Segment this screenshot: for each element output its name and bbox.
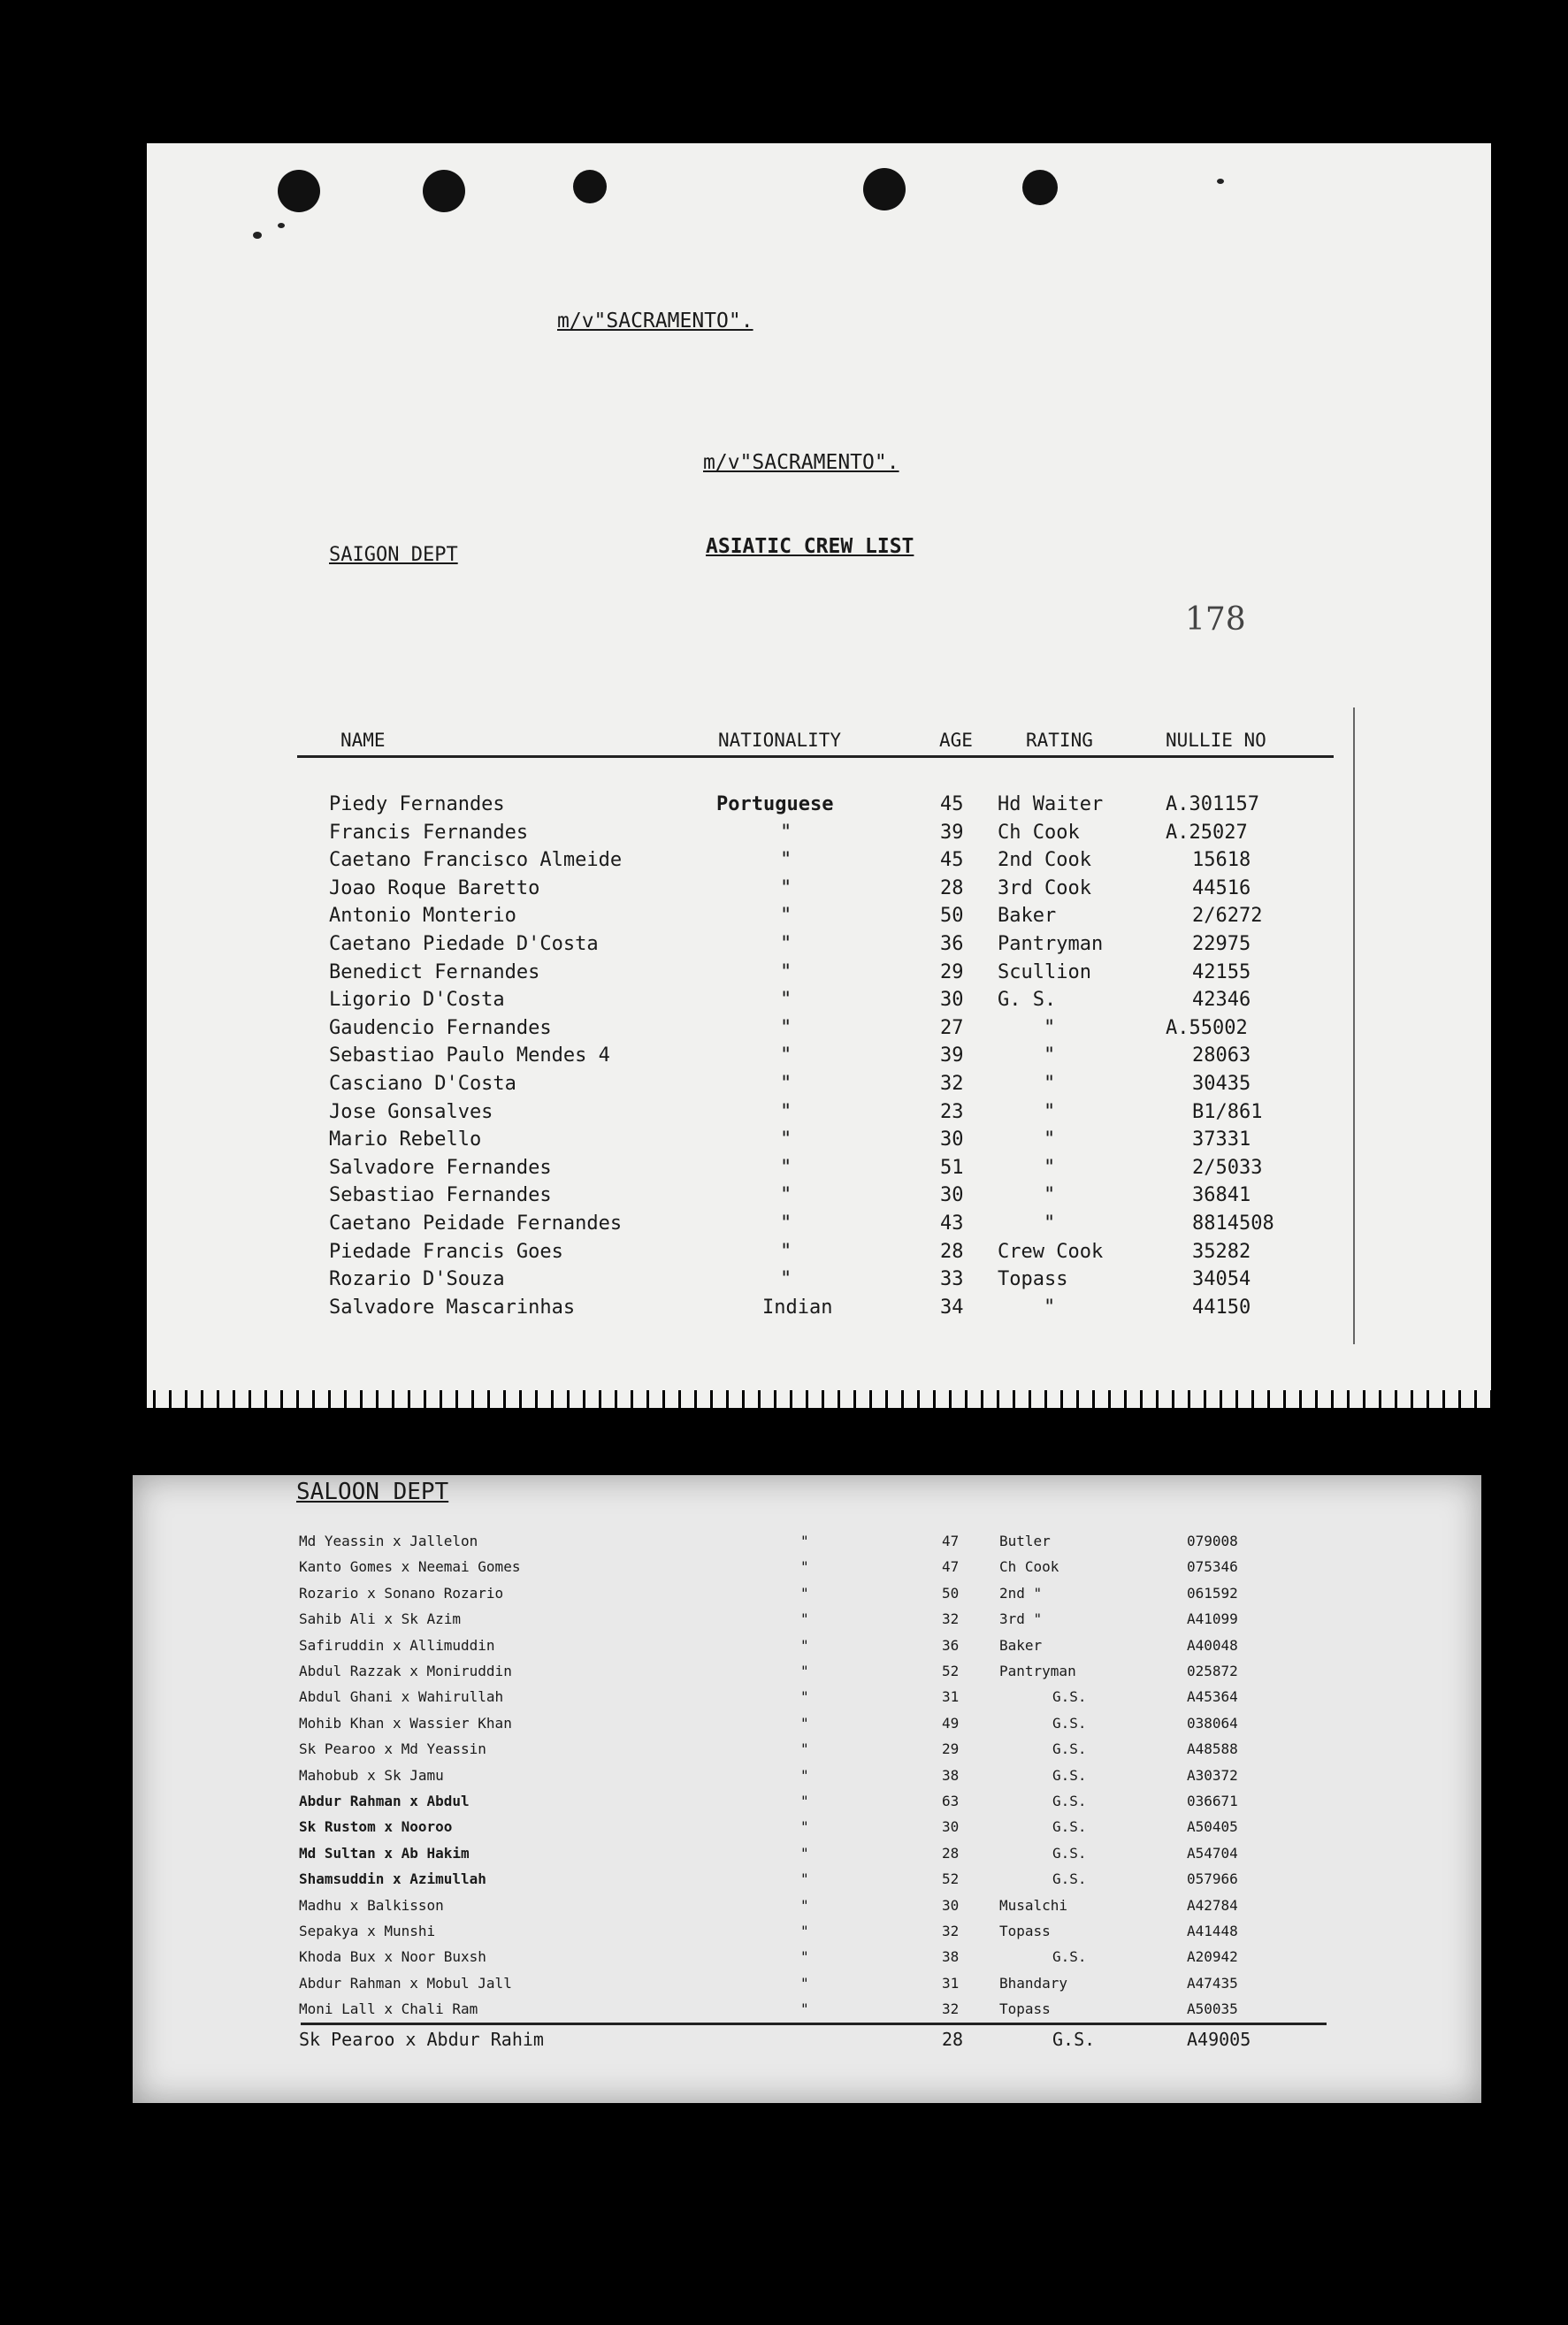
slip-cell-age: 50 <box>942 1584 960 1602</box>
slip-cell-ditto: " <box>800 1663 809 1679</box>
cell-name: Jose Gonsalves <box>329 1100 493 1123</box>
cell-number: 35282 <box>1192 1240 1251 1263</box>
cell-rating: " <box>1044 1044 1056 1067</box>
cell-age: 36 <box>940 933 964 955</box>
cell-name: Gaudencio Fernandes <box>329 1016 552 1039</box>
slip-cell-ditto: " <box>800 1636 809 1654</box>
slip-cell-number: A20942 <box>1187 1948 1238 1966</box>
slip-cell-age: 28 <box>942 2028 964 2050</box>
slip-cell-number: 061592 <box>1187 1584 1238 1602</box>
cell-age: 30 <box>940 989 964 1012</box>
header-name: NAME <box>340 730 386 751</box>
slip-cell-number: A45364 <box>1187 1688 1238 1706</box>
slip-cell-rating: Bhandary <box>999 1974 1068 1992</box>
slip-cell-age: 31 <box>942 1974 960 1992</box>
torn-edge <box>147 1390 1491 1408</box>
cell-name: Joao Roque Baretto <box>329 876 540 899</box>
ink-speck <box>1217 179 1224 184</box>
slip-cell-age: 29 <box>942 1740 960 1758</box>
slip-cell-rating: G.S. <box>1052 1714 1087 1732</box>
punch-hole <box>573 170 607 203</box>
cell-number: 28063 <box>1192 1044 1251 1067</box>
cell-rating: Ch Cook <box>998 821 1080 844</box>
slip-cell-rating: G.S. <box>1052 1766 1087 1784</box>
cell-nationality: " <box>780 876 792 899</box>
cell-age: 23 <box>940 1100 964 1123</box>
cell-number: 36841 <box>1192 1184 1251 1207</box>
cell-number: 42346 <box>1192 989 1251 1012</box>
cell-name: Antonio Monterio <box>329 905 516 928</box>
slip-cell-number: A30372 <box>1187 1766 1238 1784</box>
slip-cell-name: Mahobub x Sk Jamu <box>299 1766 444 1784</box>
cell-rating: 3rd Cook <box>998 876 1091 899</box>
cell-rating: " <box>1044 1212 1056 1235</box>
cell-rating: " <box>1044 1296 1056 1319</box>
slip-cell-name: Sk Pearoo x Md Yeassin <box>299 1740 486 1758</box>
slip-cell-rating: G.S. <box>1052 1818 1087 1836</box>
cell-name: Sebastiao Fernandes <box>329 1184 552 1207</box>
cell-name: Mario Rebello <box>329 1128 482 1151</box>
slip-cell-age: 32 <box>942 1610 960 1628</box>
cell-age: 50 <box>940 905 964 928</box>
cell-number: 44516 <box>1192 876 1251 899</box>
slip-cell-number: 025872 <box>1187 1663 1238 1679</box>
cell-nationality: " <box>780 1044 792 1067</box>
slip-cell-name: Shamsuddin x Azimullah <box>299 1870 486 1888</box>
slip-cell-rating: G.S. <box>1052 1793 1087 1809</box>
slip-cell-number: A54704 <box>1187 1844 1238 1862</box>
cell-age: 30 <box>940 1184 964 1207</box>
slip-cell-number: A40048 <box>1187 1636 1238 1654</box>
cell-number: 37331 <box>1192 1128 1251 1151</box>
slip-cell-ditto: " <box>800 1818 809 1836</box>
cell-rating: " <box>1044 1156 1056 1179</box>
cell-rating: " <box>1044 1184 1056 1207</box>
cell-rating: Baker <box>998 905 1057 928</box>
slip-cell-ditto: " <box>800 1584 809 1602</box>
slip-cell-number: A41099 <box>1187 1610 1238 1628</box>
cell-number: A.301157 <box>1166 793 1259 815</box>
slip-cell-name: Moni Lall x Chali Ram <box>299 2000 478 2018</box>
cell-age: 27 <box>940 1016 964 1039</box>
slip-cell-ditto: " <box>800 1974 809 1992</box>
cell-nationality: " <box>780 960 792 983</box>
cell-nationality: " <box>780 1100 792 1123</box>
cell-nationality: " <box>780 1212 792 1235</box>
slip-cell-age: 30 <box>942 1818 960 1836</box>
ink-speck <box>253 232 262 239</box>
strike-through-line <box>301 2023 1327 2025</box>
slip-cell-name: Abdul Ghani x Wahirullah <box>299 1688 504 1706</box>
slip-cell-name: Md Yeassin x Jallelon <box>299 1533 478 1549</box>
header-age: AGE <box>939 730 973 751</box>
slip-cell-number: 038064 <box>1187 1714 1238 1732</box>
slip-cell-number: A49005 <box>1187 2028 1251 2050</box>
cell-age: 30 <box>940 1128 964 1151</box>
cell-nationality: " <box>780 905 792 928</box>
slip-cell-rating: G.S. <box>1052 1870 1087 1888</box>
cell-number: A.55002 <box>1166 1016 1248 1039</box>
slip-cell-name: Kanto Gomes x Neemai Gomes <box>299 1558 521 1576</box>
slip-cell-name: Abdul Razzak x Moniruddin <box>299 1663 512 1679</box>
slip-cell-ditto: " <box>800 1948 809 1966</box>
slip-cell-rating: G.S. <box>1052 1688 1087 1706</box>
cell-rating: " <box>1044 1073 1056 1095</box>
cell-nationality: " <box>780 1016 792 1039</box>
slip-cell-number: A41448 <box>1187 1923 1238 1939</box>
cell-rating: Topass <box>998 1268 1068 1291</box>
slip-cell-ditto: " <box>800 1766 809 1784</box>
cell-nationality: " <box>780 1184 792 1207</box>
slip-cell-number: 079008 <box>1187 1533 1238 1549</box>
cell-nationality: " <box>780 1268 792 1291</box>
cell-rating: Scullion <box>998 960 1091 983</box>
header-rating: RATING <box>1026 730 1093 751</box>
cell-name: Caetano Francisco Almeide <box>329 849 623 872</box>
punch-hole <box>863 168 906 210</box>
cell-nationality: " <box>780 821 792 844</box>
vessel-title-text: m/v"SACRAMENTO". <box>703 451 899 474</box>
cell-age: 33 <box>940 1268 964 1291</box>
cell-name: Sebastiao Paulo Mendes 4 <box>329 1044 610 1067</box>
slip-header: SALOON DEPT <box>296 1479 449 1505</box>
cell-age: 29 <box>940 960 964 983</box>
slip-cell-rating: 3rd " <box>999 1610 1043 1628</box>
slip-cell-name: Sahib Ali x Sk Azim <box>299 1610 462 1628</box>
slip-cell-age: 38 <box>942 1948 960 1966</box>
cell-nationality: " <box>780 849 792 872</box>
slip-cell-rating: Musalchi <box>999 1896 1068 1914</box>
cell-number: 8814508 <box>1192 1212 1274 1235</box>
slip-cell-rating: Ch Cook <box>999 1558 1059 1576</box>
slip-cell-number: A50035 <box>1187 2000 1238 2018</box>
slip-cell-number: A47435 <box>1187 1974 1238 1992</box>
slip-cell-ditto: " <box>800 1844 809 1862</box>
slip-cell-name: Sepakya x Munshi <box>299 1923 436 1939</box>
slip-cell-age: 63 <box>942 1793 960 1809</box>
slip-cell-rating: Topass <box>999 2000 1051 2018</box>
margin-line <box>1353 707 1355 1344</box>
cell-age: 43 <box>940 1212 964 1235</box>
slip-cell-age: 38 <box>942 1766 960 1784</box>
cell-number: 2/5033 <box>1192 1156 1263 1179</box>
slip-cell-ditto: " <box>800 1923 809 1939</box>
slip-cell-rating: Baker <box>999 1636 1043 1654</box>
slip-cell-rating: 2nd " <box>999 1584 1043 1602</box>
cell-nationality: Indian <box>762 1296 833 1319</box>
slip-cell-rating: Butler <box>999 1533 1051 1549</box>
slip-cell-ditto: " <box>800 1870 809 1888</box>
cell-age: 39 <box>940 1044 964 1067</box>
cell-number: 30435 <box>1192 1073 1251 1095</box>
slip-cell-ditto: " <box>800 1740 809 1758</box>
cell-age: 45 <box>940 793 964 815</box>
slip-cell-ditto: " <box>800 2000 809 2018</box>
cell-age: 51 <box>940 1156 964 1179</box>
slip-cell-number: A50405 <box>1187 1818 1238 1836</box>
cell-number: 15618 <box>1192 849 1251 872</box>
slip-cell-ditto: " <box>800 1558 809 1576</box>
cell-number: 34054 <box>1192 1268 1251 1291</box>
slip-cell-age: 30 <box>942 1896 960 1914</box>
slip-cell-age: 47 <box>942 1533 960 1549</box>
cell-rating: G. S. <box>998 989 1057 1012</box>
slip-cell-age: 47 <box>942 1558 960 1576</box>
cell-rating: " <box>1044 1128 1056 1151</box>
cell-number: 44150 <box>1192 1296 1251 1319</box>
slip-cell-age: 49 <box>942 1714 960 1732</box>
cell-number: A.25027 <box>1166 821 1248 844</box>
slip-cell-name: Sk Pearoo x Abdur Rahim <box>299 2028 544 2050</box>
slip-cell-age: 31 <box>942 1688 960 1706</box>
cell-number: B1/861 <box>1192 1100 1263 1123</box>
cell-name: Casciano D'Costa <box>329 1073 516 1095</box>
cell-nationality: " <box>780 933 792 955</box>
header-nationality: NATIONALITY <box>718 730 842 751</box>
slip-cell-number: 075346 <box>1187 1558 1238 1576</box>
vessel-title: m/v"SACRAMENTO". <box>557 310 753 333</box>
cell-age: 45 <box>940 849 964 872</box>
cell-age: 34 <box>940 1296 964 1319</box>
cell-rating: " <box>1044 1016 1056 1039</box>
slip-cell-ditto: " <box>800 1896 809 1914</box>
cell-age: 28 <box>940 876 964 899</box>
slip-cell-name: Mohib Khan x Wassier Khan <box>299 1714 512 1732</box>
cell-name: Piedade Francis Goes <box>329 1240 563 1263</box>
cell-name: Benedict Fernandes <box>329 960 540 983</box>
slip-cell-age: 52 <box>942 1870 960 1888</box>
slip-cell-name: Khoda Bux x Noor Buxsh <box>299 1948 486 1966</box>
cell-rating: Pantryman <box>998 933 1104 955</box>
ink-speck <box>278 223 285 228</box>
slip-cell-name: Md Sultan x Ab Hakim <box>299 1844 470 1862</box>
punch-hole <box>278 170 320 212</box>
cell-name: Salvadore Fernandes <box>329 1156 552 1179</box>
cell-name: Rozario D'Souza <box>329 1268 505 1291</box>
slip-cell-number: 057966 <box>1187 1870 1238 1888</box>
slip-cell-number: A42784 <box>1187 1896 1238 1914</box>
slip-cell-rating: G.S. <box>1052 1740 1087 1758</box>
department-label: SAIGON DEPT <box>329 544 458 566</box>
slip-cell-rating: Topass <box>999 1923 1051 1939</box>
slip-cell-name: Abdur Rahman x Mobul Jall <box>299 1974 512 1992</box>
slip-cell-name: Sk Rustom x Nooroo <box>299 1818 453 1836</box>
cell-nationality: " <box>780 1073 792 1095</box>
cell-nationality: " <box>780 1240 792 1263</box>
slip-cell-age: 36 <box>942 1636 960 1654</box>
punch-hole <box>1022 170 1058 205</box>
cell-nationality: " <box>780 989 792 1012</box>
slip-cell-name: Safiruddin x Allimuddin <box>299 1636 495 1654</box>
crew-list-sheet <box>147 143 1491 1399</box>
slip-cell-ditto: " <box>800 1714 809 1732</box>
cell-nationality: Portuguese <box>716 793 834 815</box>
slip-cell-age: 28 <box>942 1844 960 1862</box>
slip-cell-age: 52 <box>942 1663 960 1679</box>
slip-cell-name: Madhu x Balkisson <box>299 1896 444 1914</box>
cell-age: 32 <box>940 1073 964 1095</box>
cell-nationality: " <box>780 1128 792 1151</box>
slip-cell-ditto: " <box>800 1793 809 1809</box>
slip-cell-name: Rozario x Sonano Rozario <box>299 1584 504 1602</box>
cell-rating: Hd Waiter <box>998 793 1104 815</box>
cell-rating: 2nd Cook <box>998 849 1091 872</box>
cell-name: Salvadore Mascarinhas <box>329 1296 576 1319</box>
slip-cell-name: Abdur Rahman x Abdul <box>299 1793 470 1809</box>
cell-rating: " <box>1044 1100 1056 1123</box>
slip-cell-rating: G.S. <box>1052 1948 1087 1966</box>
cell-name: Francis Fernandes <box>329 821 529 844</box>
cell-name: Caetano Peidade Fernandes <box>329 1212 623 1235</box>
punch-hole <box>423 170 465 212</box>
cell-nationality: " <box>780 1156 792 1179</box>
slip-cell-rating: G.S. <box>1052 2028 1096 2050</box>
header-rule <box>297 755 1334 758</box>
cell-rating: Crew Cook <box>998 1240 1104 1263</box>
cell-number: 2/6272 <box>1192 905 1263 928</box>
slip-cell-age: 32 <box>942 2000 960 2018</box>
slip-cell-ditto: " <box>800 1688 809 1706</box>
slip-cell-rating: G.S. <box>1052 1844 1087 1862</box>
cell-age: 39 <box>940 821 964 844</box>
slip-cell-rating: Pantryman <box>999 1663 1076 1679</box>
cell-number: 22975 <box>1192 933 1251 955</box>
slip-cell-number: 036671 <box>1187 1793 1238 1809</box>
page-number: 178 <box>1185 601 1246 638</box>
cell-age: 28 <box>940 1240 964 1263</box>
slip-cell-ditto: " <box>800 1533 809 1549</box>
cell-number: 42155 <box>1192 960 1251 983</box>
cell-name: Piedy Fernandes <box>329 793 505 815</box>
slip-cell-number: A48588 <box>1187 1740 1238 1758</box>
list-title: ASIATIC CREW LIST <box>706 535 914 558</box>
cell-name: Caetano Piedade D'Costa <box>329 933 599 955</box>
slip-cell-age: 32 <box>942 1923 960 1939</box>
header-number: NULLIE NO <box>1166 730 1266 751</box>
slip-cell-ditto: " <box>800 1610 809 1628</box>
cell-name: Ligorio D'Costa <box>329 989 505 1012</box>
